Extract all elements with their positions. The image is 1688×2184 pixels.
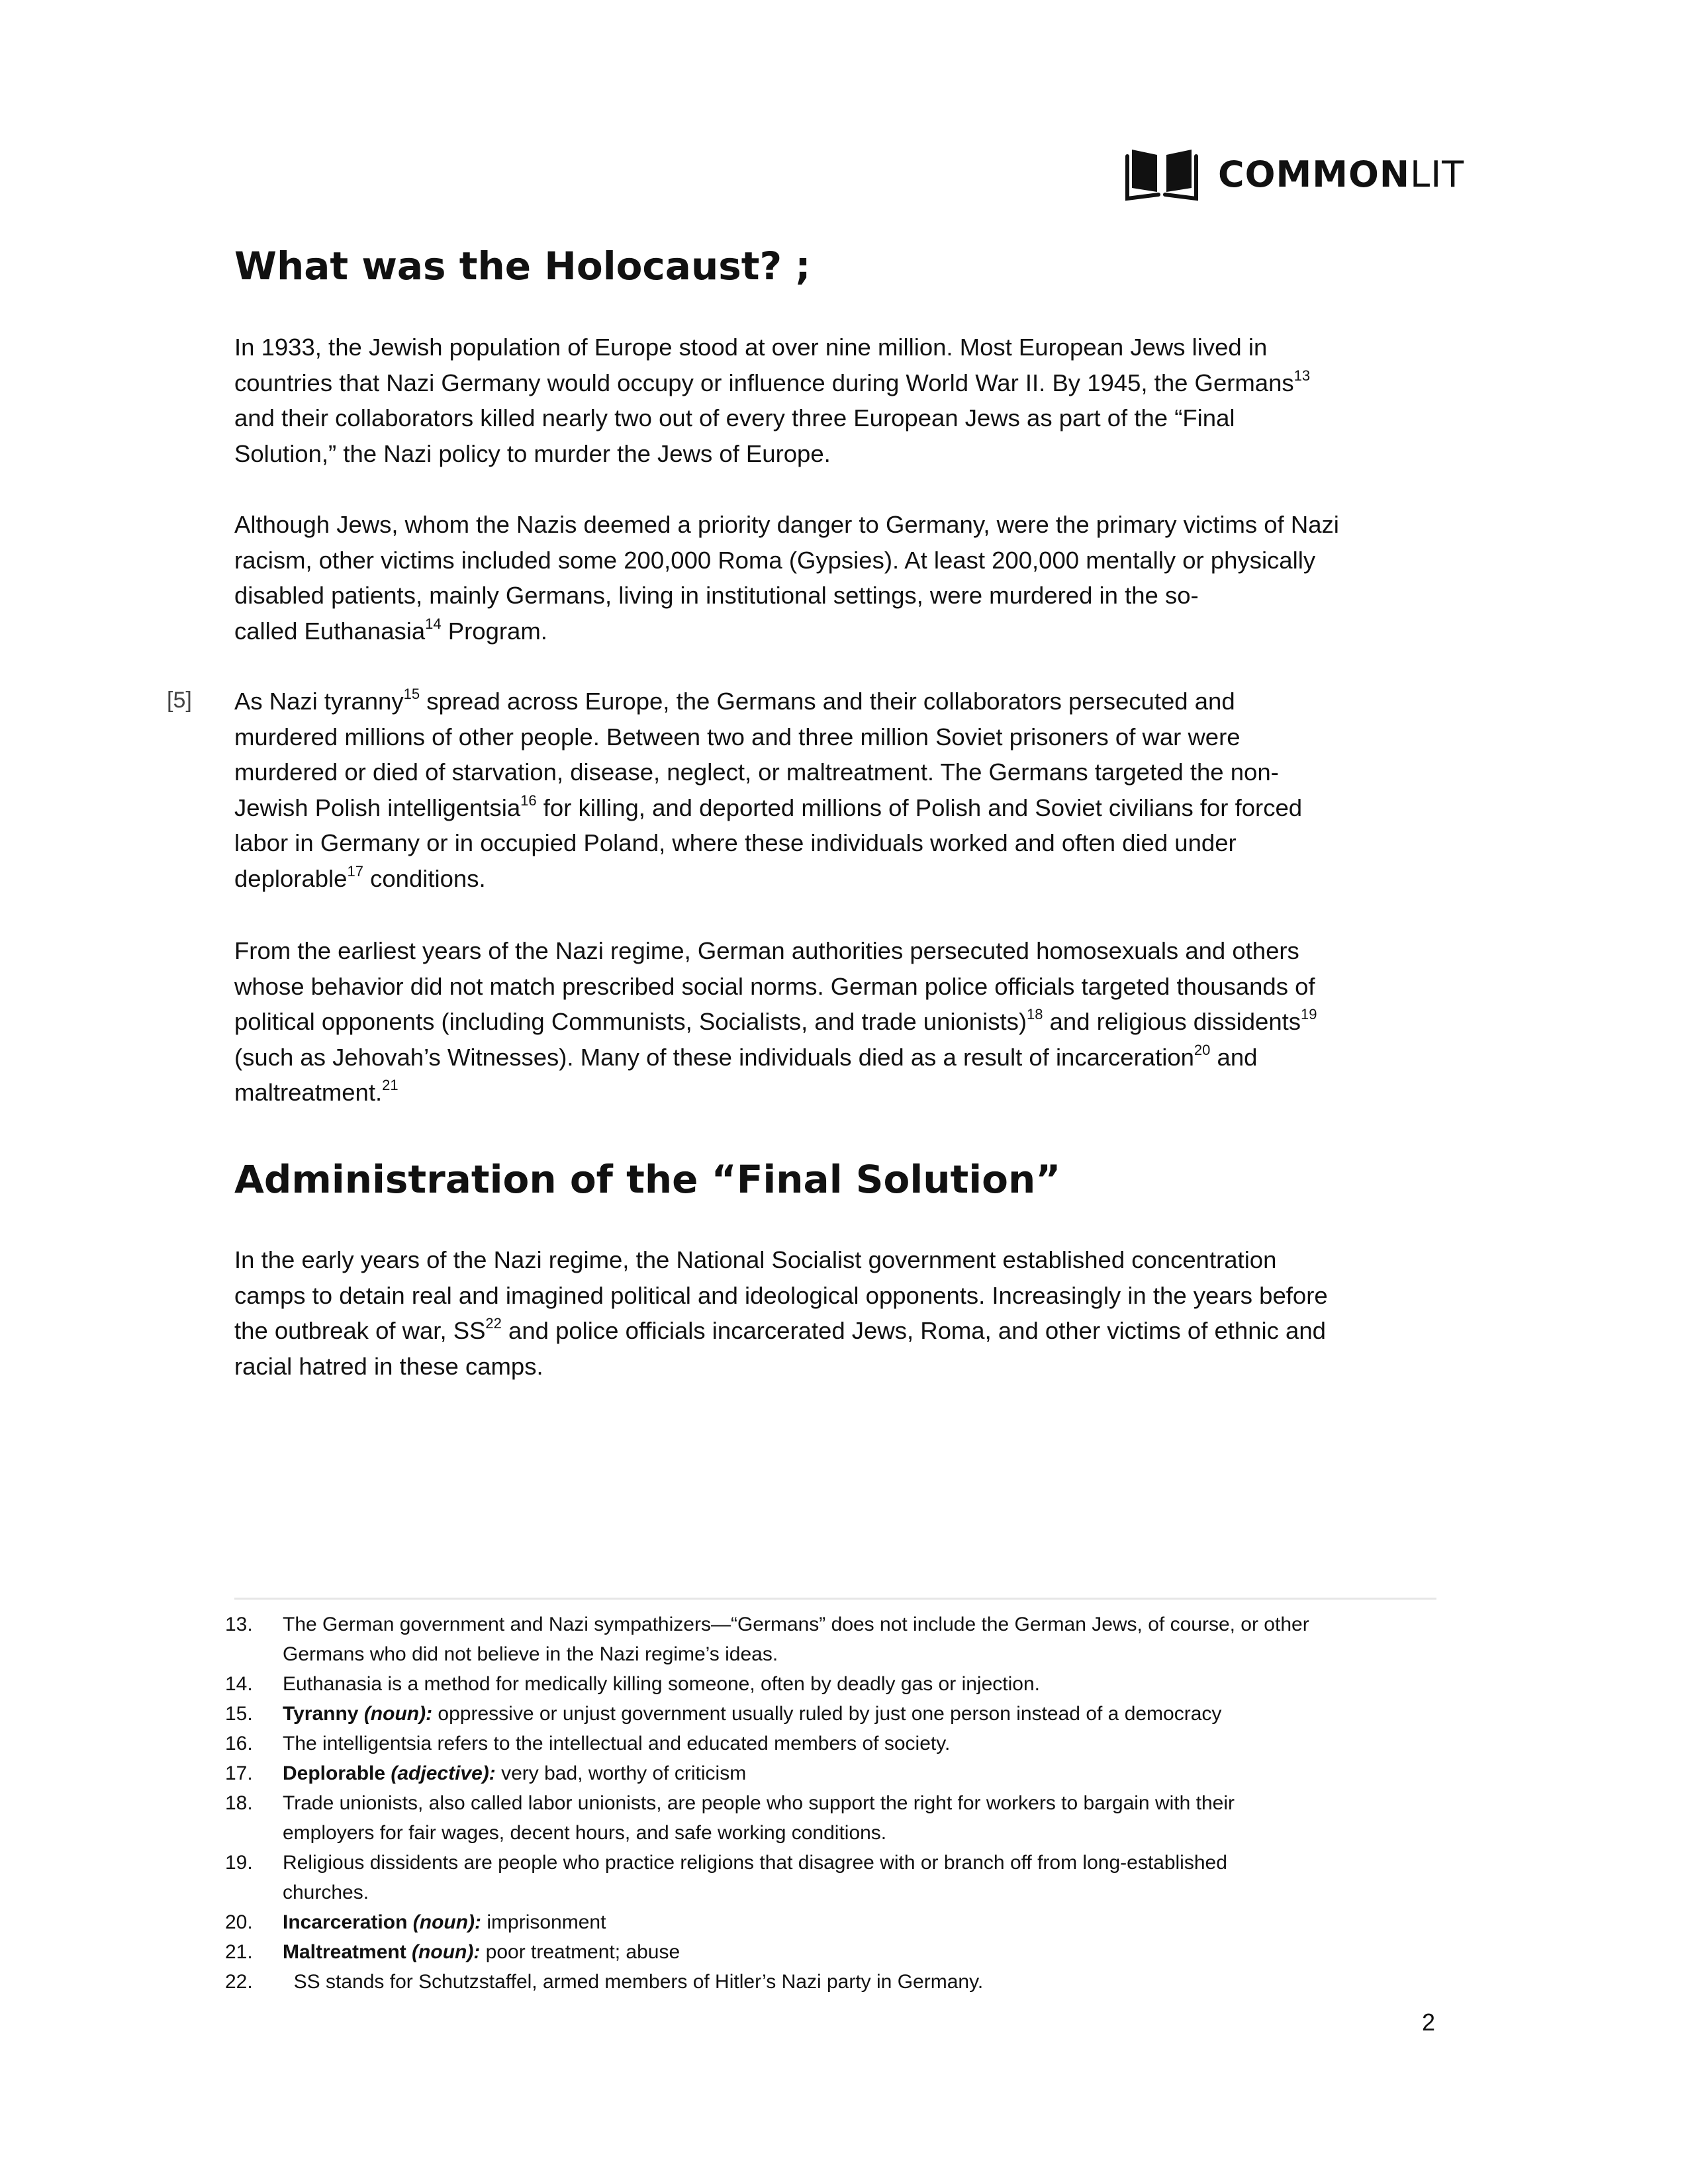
text-line: Solution,” the Nazi policy to murder the Jews of Europe. — [234, 439, 831, 467]
footnote-text: Incarceration (noun): imprisonment — [283, 1911, 606, 1933]
footnote-text: Religious dissidents are people who practice religions that disagree with or branch off from long-established — [283, 1852, 1227, 1874]
text-line: labor in Germany or in occupied Poland, where these individuals worked and often died under — [234, 829, 1237, 856]
footnote-ref[interactable]: 18 — [1027, 1006, 1043, 1023]
text-line: political opponents (including Communists, Socialists, and trade unionists)$^{18}$ and religious dissidents$^{19}$ — [234, 1006, 1317, 1035]
footnote-text: Germans who did not believe in the Nazi regime’s ideas. — [283, 1643, 778, 1665]
footnote-ref[interactable]: 15 — [403, 686, 420, 702]
footnote-text: Euthanasia is a method for medically killing someone, often by deadly gas or injection. — [283, 1673, 1040, 1695]
footnote-number: 14. — [225, 1673, 253, 1695]
text-line: (such as Jehovah’s Witnesses). Many of these individuals died as a result of incarceration$^{20}$ and — [234, 1041, 1258, 1071]
text-line: racism, other victims included some 200,000 Roma (Gypsies). At least 200,000 mentally or physically — [234, 546, 1316, 574]
footnote-text: Tyranny (noun): oppressive or unjust government usually ruled by just one person instead of a democracy — [283, 1703, 1222, 1725]
footnote-divider — [234, 1598, 1436, 1600]
paragraph — [234, 1242, 1328, 1384]
footnote-text: The intelligentsia refers to the intellectual and educated members of society. — [283, 1733, 951, 1754]
footnote-item — [225, 1669, 1443, 1699]
footnote-ref[interactable]: 14 — [425, 615, 442, 632]
footnote-item — [225, 1937, 1443, 1967]
paragraph — [234, 507, 1339, 649]
open-book-icon — [1125, 147, 1198, 201]
footnote-number: 15. — [225, 1703, 253, 1725]
footnote-text: SS stands for Schutzstaffel, armed members of Hitler’s Nazi party in Germany. — [283, 1971, 984, 1993]
part-of-speech: (noun): — [412, 1941, 486, 1963]
footnote-term: Tyranny — [283, 1703, 364, 1725]
text-line: whose behavior did not match prescribed social norms. German police officials targeted thousands of — [234, 972, 1315, 1000]
text-line: murdered millions of other people. Between two and three million Soviet prisoners of war were — [234, 723, 1241, 751]
text-line: Jewish Polish intelligentsia$^{16}$ for killing, and deported millions of Polish and Soviet civilians for forced — [234, 792, 1303, 821]
footnote-item — [225, 1907, 1443, 1937]
footnote-term: Deplorable — [283, 1762, 391, 1784]
footnote-item — [225, 1699, 1443, 1729]
section-heading-final-solution: Administration of the “Final Solution” — [234, 1157, 1061, 1202]
footnote-term: Incarceration — [283, 1911, 413, 1933]
footnotes-list — [225, 1610, 1443, 1997]
footnote-ref[interactable]: 17 — [347, 862, 363, 880]
part-of-speech: (noun): — [412, 1911, 487, 1933]
footnote-item — [225, 1610, 1443, 1669]
footnote-ref[interactable]: 22 — [485, 1315, 502, 1332]
footnote-ref[interactable]: 19 — [1301, 1006, 1317, 1023]
text-line: disabled patients, mainly Germans, living in institutional settings, were murdered in the so- — [234, 582, 1199, 609]
commonlit-logo — [1125, 147, 1464, 201]
footnote-number: 21. — [225, 1941, 253, 1963]
footnote-term: Maltreatment — [283, 1941, 412, 1963]
text-line: Although Jews, whom the Nazis deemed a priority danger to Germany, were the primary victims of Nazi — [234, 511, 1339, 538]
footnote-text: Maltreatment (noun): poor treatment; abuse — [283, 1941, 680, 1963]
text-line: deplorable$^{17}$ conditions. — [234, 862, 486, 892]
footnote-text: The German government and Nazi sympathizers—“Germans” does not include the German Jews, of course, or other — [283, 1614, 1309, 1635]
footnote-number: 16. — [225, 1733, 253, 1754]
section-heading-holocaust: What was the Holocaust? ; — [234, 244, 811, 289]
text-line: In 1933, the Jewish population of Europe stood at over nine million. Most European Jews lived in — [234, 334, 1268, 361]
text-line: and their collaborators killed nearly two out of every three European Jews as part of the “Final — [234, 404, 1235, 432]
footnote-ref[interactable]: 21 — [382, 1077, 399, 1093]
text-line: called Euthanasia$^{14}$ Program. — [234, 615, 547, 645]
footnote-ref[interactable]: 20 — [1194, 1041, 1211, 1058]
text-line: From the earliest years of the Nazi regime, German authorities persecuted homosexuals and others — [234, 937, 1299, 964]
text-line: camps to detain real and imagined political and ideological opponents. Increasingly in the years before — [234, 1281, 1328, 1309]
part-of-speech: (noun): — [363, 1703, 438, 1725]
text-line: racial hatred in these camps. — [234, 1352, 543, 1380]
text-line: the outbreak of war, SS$^{22}$ and police officials incarcerated Jews, Roma, and other victims of ethnic and — [234, 1315, 1326, 1344]
footnote-number: 13. — [225, 1614, 253, 1635]
page-number: 2 — [1422, 2009, 1436, 2036]
footnote-ref[interactable]: 16 — [520, 792, 537, 809]
footnote-item — [225, 1729, 1443, 1758]
text-line: As Nazi tyranny$^{15}$ spread across Europe, the Germans and their collaborators persecuted and — [234, 686, 1235, 715]
text-line: murdered or died of starvation, disease, neglect, or maltreatment. The Germans targeted the non- — [234, 758, 1279, 786]
footnote-text: Deplorable (adjective): very bad, worthy of criticism — [283, 1762, 747, 1784]
footnote-number: 22. — [225, 1971, 253, 1993]
footnote-text: Trade unionists, also called labor unionists, are people who support the right for workers to bargain with their — [283, 1792, 1235, 1814]
footnote-number: 20. — [225, 1911, 253, 1933]
footnote-number: 19. — [225, 1852, 253, 1874]
footnote-item — [225, 1967, 1443, 1997]
paragraph — [234, 933, 1317, 1111]
footnote-item — [225, 1788, 1443, 1848]
text-line: In the early years of the Nazi regime, the National Socialist government established concentration — [234, 1246, 1277, 1273]
footnote-number: 17. — [225, 1762, 253, 1784]
paragraph-number: [5] — [167, 688, 192, 713]
footnote-text: churches. — [283, 1882, 369, 1903]
paragraph — [234, 684, 1302, 896]
footnote-item — [225, 1758, 1443, 1788]
footnote-number: 18. — [225, 1792, 253, 1814]
text-line: countries that Nazi Germany would occupy or influence during World War II. By 1945, the Germans$^{13}$ — [234, 367, 1311, 396]
text-line: maltreatment.$^{21}$ — [234, 1077, 399, 1106]
footnote-text: employers for fair wages, decent hours, and safe working conditions. — [283, 1822, 887, 1844]
part-of-speech: (adjective): — [391, 1762, 502, 1784]
paragraph — [234, 330, 1310, 471]
footnote-ref[interactable]: 13 — [1293, 367, 1311, 384]
logo-text: COMMONLIT — [1218, 153, 1465, 195]
footnote-item — [225, 1848, 1443, 1907]
